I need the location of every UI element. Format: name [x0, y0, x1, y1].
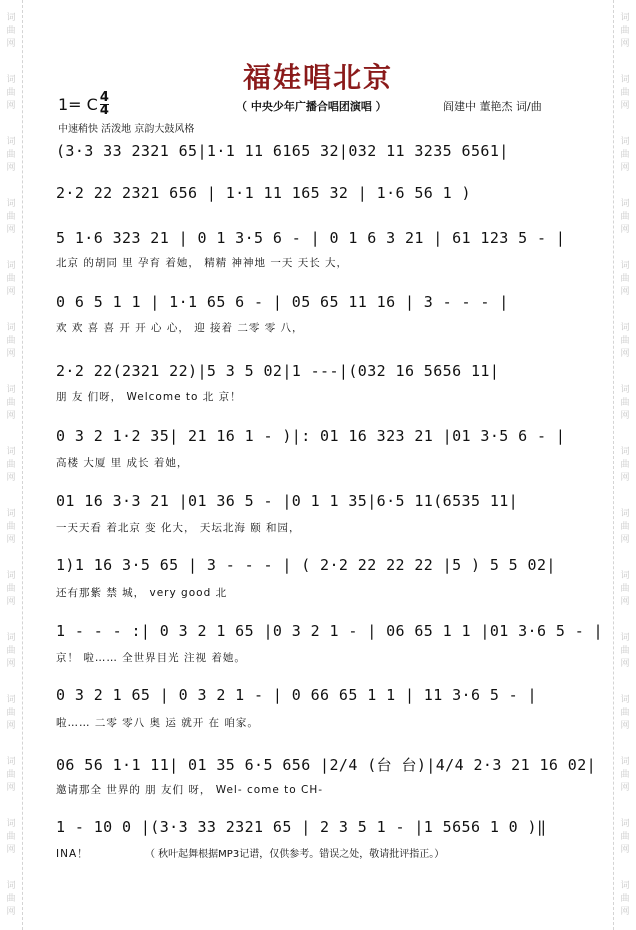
notation-row: 0 6 5 1 1 | 1·1 65 6 - | 05 65 11 16 | 3 - - - |	[56, 293, 509, 311]
notation-row: 01 16 3·3 21 |01 36 5 - |0 1 1 35|6·5 11(6535 11|	[56, 492, 519, 510]
lyrics-row: 北京 的胡同 里 孕育 着她， 精精 神神地 一天 天长 大，	[56, 257, 349, 269]
watermark: 词 曲 网	[6, 818, 16, 855]
watermark: 词 曲 网	[620, 260, 630, 297]
notation-row: 2·2 22 2321 656 | 1·1 11 165 32 | 1·6 56 1 )	[56, 184, 471, 202]
right-watermark-strip	[613, 0, 636, 930]
time-signature-top: 4	[99, 90, 109, 105]
credits: 阎建中 董艳杰 词/曲	[443, 100, 542, 113]
watermark: 词 曲 网	[620, 74, 630, 111]
watermark: 词 曲 网	[6, 136, 16, 173]
watermark: 词 曲 网	[6, 756, 16, 793]
watermark: 词 曲 网	[6, 384, 16, 421]
watermark: 词 曲 网	[620, 508, 630, 545]
watermark: 词 曲 网	[620, 818, 630, 855]
notation-row: 06 56 1·1 11| 01 35 6·5 656 |2/4 (台 台)|4/4 2·3 21 16 02|	[56, 756, 597, 774]
watermark: 词 曲 网	[620, 136, 630, 173]
notation-row: 5 1·6 323 21 | 0 1 3·5 6 - | 0 1 6 3 21 | 61 123 5 - |	[56, 229, 566, 247]
watermark: 词 曲 网	[6, 198, 16, 235]
lyrics-row: 邀请那全 世界的 朋 友们 呀， Wel- come to CH-	[56, 784, 324, 796]
notation-row: 0 3 2 1·2 35| 21 16 1 - )|: 01 16 323 21 |01 3·5 6 - |	[56, 427, 566, 445]
transcriber-footnote: （ 秋叶起舞根据MP3记谱，仅供参考。错误之处，敬请批评指正。）	[145, 849, 445, 860]
lyrics-row: 欢 欢 喜 喜 开 开 心 心， 迎 接着 二零 零 八，	[56, 322, 304, 334]
watermark: 词 曲 网	[620, 694, 630, 731]
lyrics-row: 一天天看 着北京 变 化大， 天坛北海 颐 和园，	[56, 522, 301, 534]
notation-row: 1 - 10 0 |(3·3 33 2321 65 | 2 3 5 1 - |1 5656 1 0 )‖	[56, 818, 547, 836]
tempo-marking: 中速稍快 活泼地 京韵大鼓风格	[58, 124, 195, 135]
time-signature	[100, 92, 109, 117]
notation-row: 2·2 22(2321 22)|5 3 5 02|1 ---|(032 16 5656 11|	[56, 362, 500, 380]
watermark: 词 曲 网	[6, 12, 16, 49]
notation-row: 1 - - - :| 0 3 2 1 65 |0 3 2 1 - | 06 65 1 1 |01 3·6 5 - |	[56, 622, 603, 640]
watermark: 词 曲 网	[6, 570, 16, 607]
key-label: 1= C	[58, 95, 98, 114]
key-signature	[58, 92, 109, 117]
watermark: 词 曲 网	[6, 446, 16, 483]
lyrics-row: 啦…… 二零 零八 奥 运 就开 在 咱家。	[56, 717, 259, 729]
song-title: 福娃唱北京	[242, 61, 393, 94]
watermark: 词 曲 网	[620, 446, 630, 483]
performer: （ 中央少年广播合唱团演唱 ）	[236, 100, 387, 113]
time-signature-bottom: 4	[99, 103, 109, 118]
lyrics-row: 还有那紫 禁 城， very good 北	[56, 587, 228, 599]
watermark: 词 曲 网	[6, 74, 16, 111]
watermark: 词 曲 网	[6, 322, 16, 359]
notation-row: 1)1 16 3·5 65 | 3 - - - | ( 2·2 22 22 22 |5 ) 5 5 02|	[56, 556, 556, 574]
lyrics-row: 高楼 大厦 里 成长 着她，	[56, 457, 189, 469]
watermark: 词 曲 网	[6, 880, 16, 917]
watermark: 词 曲 网	[6, 632, 16, 669]
watermark: 词 曲 网	[620, 12, 630, 49]
lyrics-row: 朋 友 们呀， Welcome to 北 京！	[56, 391, 242, 403]
watermark: 词 曲 网	[620, 632, 630, 669]
watermark: 词 曲 网	[620, 198, 630, 235]
watermark: 词 曲 网	[620, 322, 630, 359]
watermark: 词 曲 网	[6, 260, 16, 297]
watermark: 词 曲 网	[620, 756, 630, 793]
watermark: 词 曲 网	[620, 570, 630, 607]
lyrics-row: 京！ 啦…… 全世界目光 注视 着她。	[56, 652, 246, 664]
notation-row: (3·3 33 2321 65|1·1 11 6165 32|032 11 3235 6561|	[56, 142, 509, 160]
lyrics-row: INA！	[56, 848, 89, 860]
left-watermark-strip	[0, 0, 23, 930]
watermark: 词 曲 网	[620, 880, 630, 917]
notation-row: 0 3 2 1 65 | 0 3 2 1 - | 0 66 65 1 1 | 11 3·6 5 - |	[56, 686, 537, 704]
watermark: 词 曲 网	[6, 694, 16, 731]
watermark: 词 曲 网	[6, 508, 16, 545]
watermark: 词 曲 网	[620, 384, 630, 421]
